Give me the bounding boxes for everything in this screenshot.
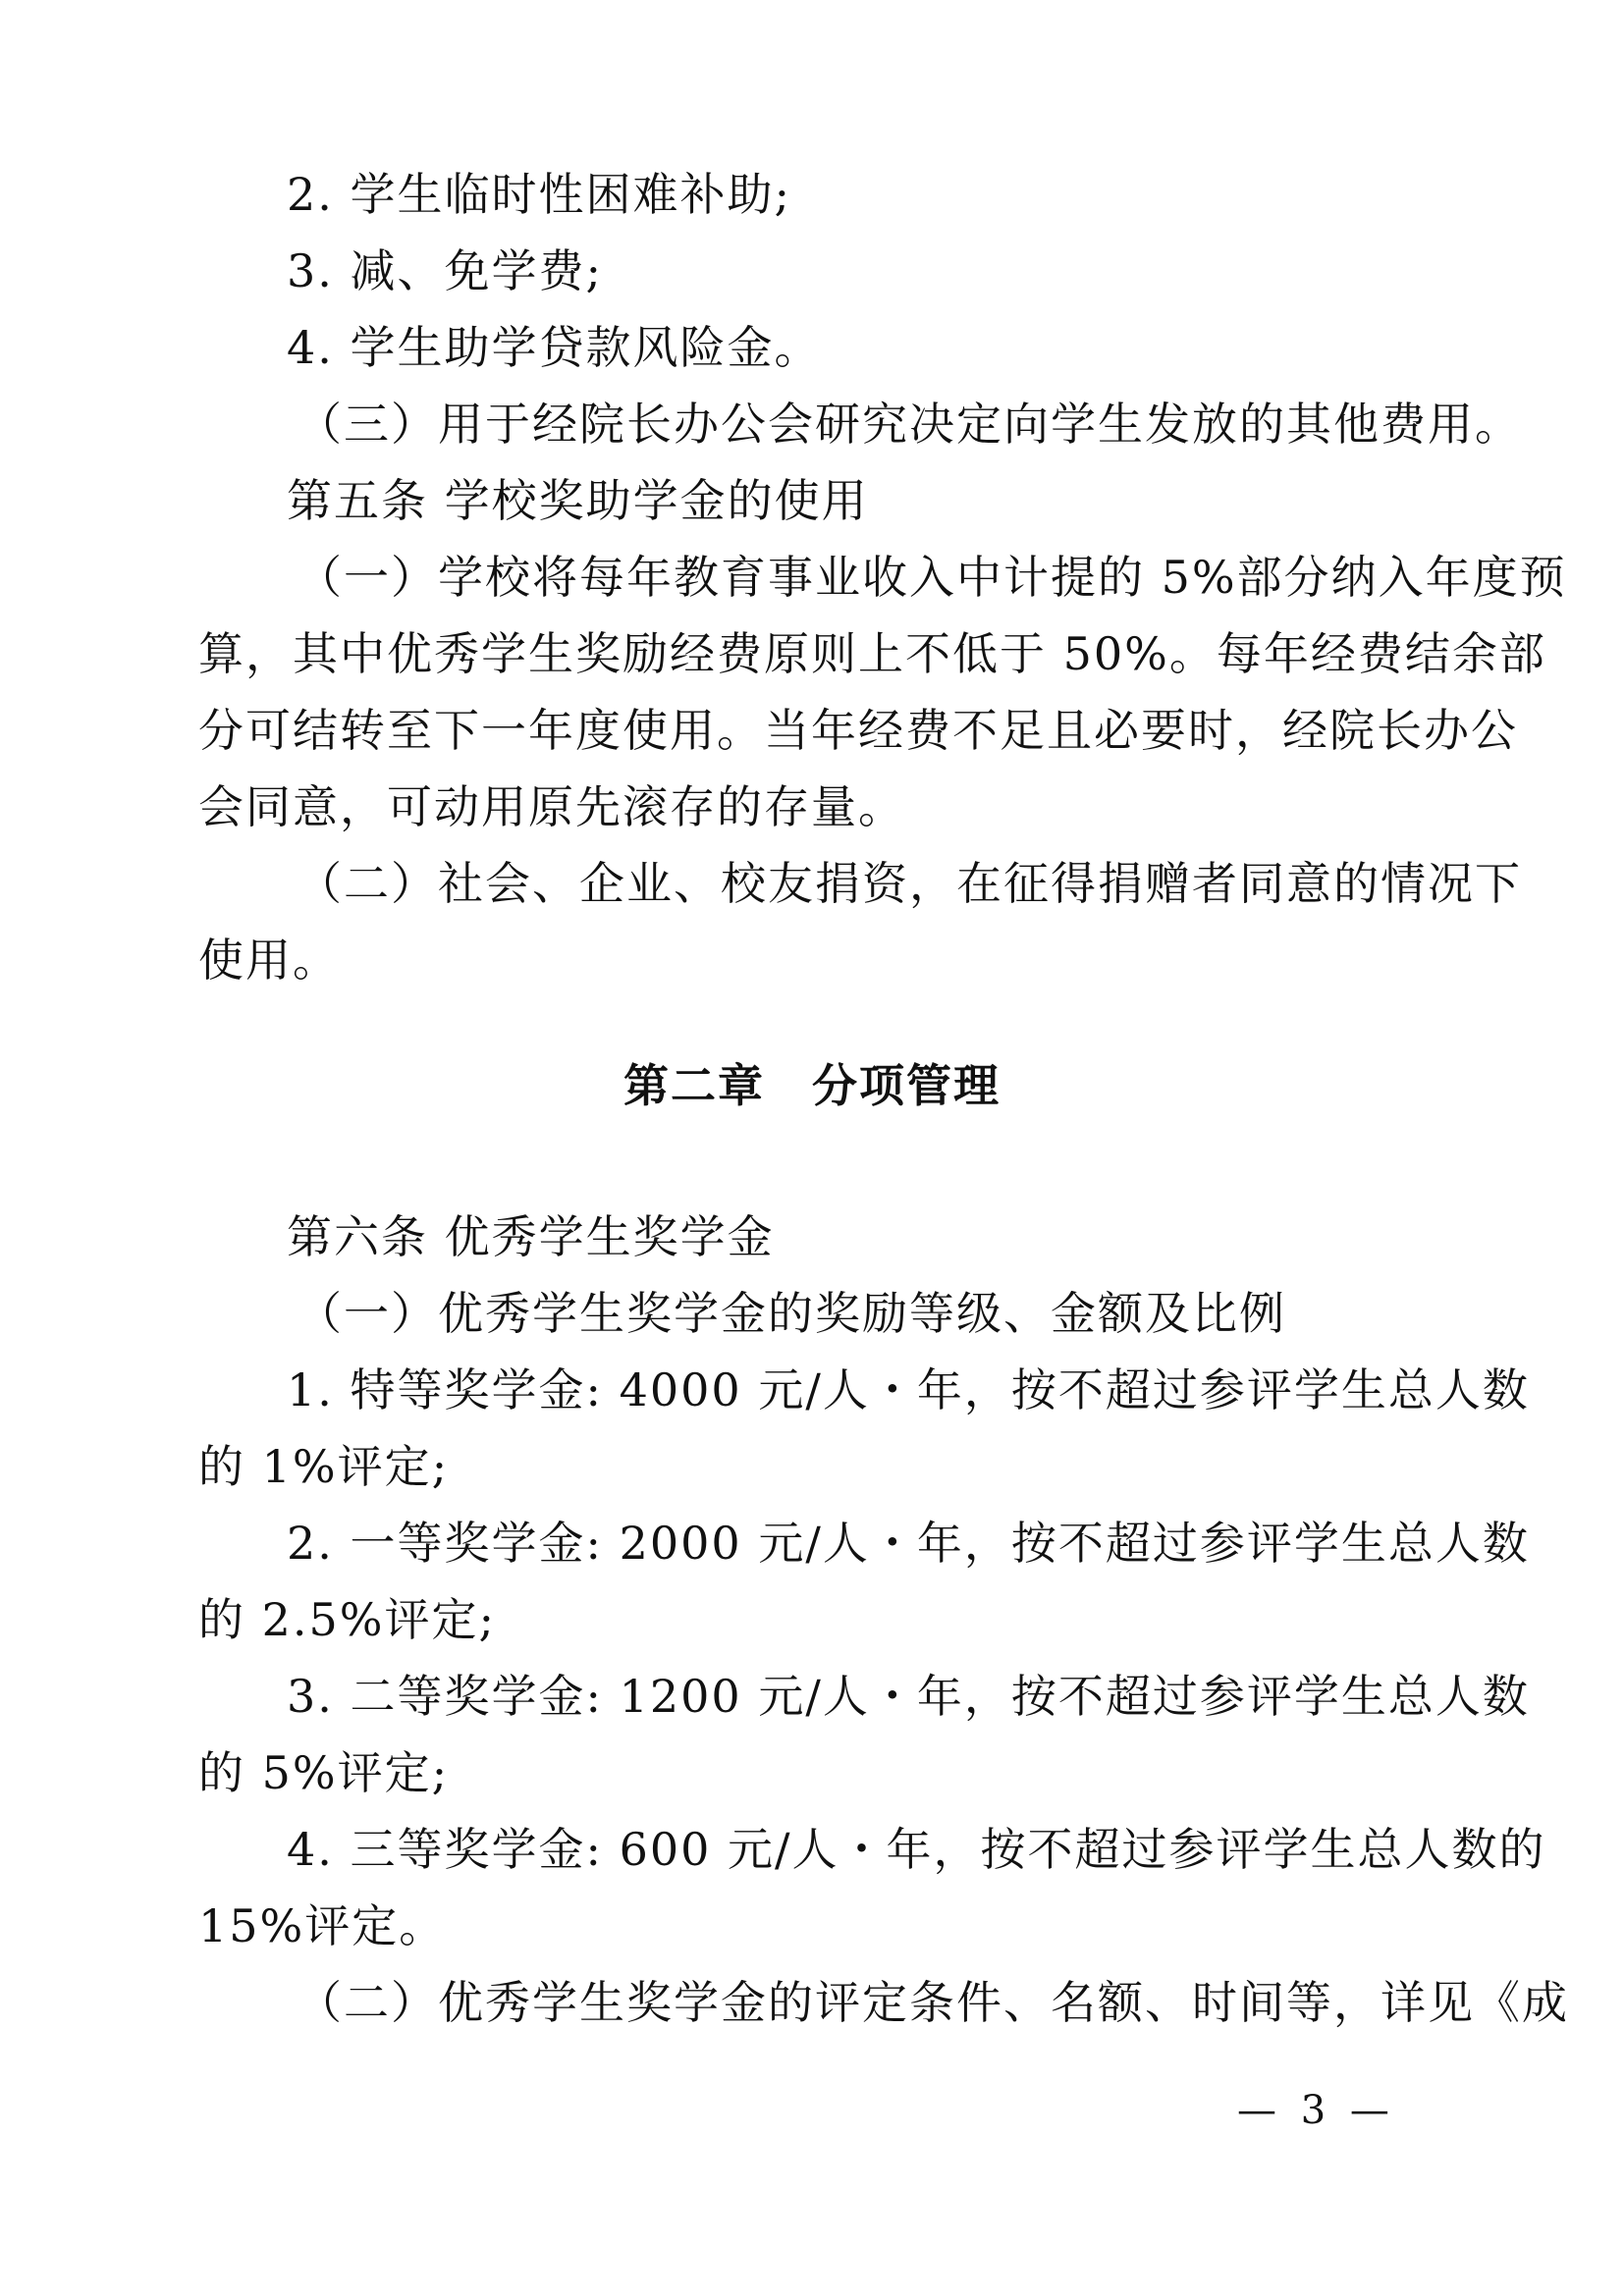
- list-item-3: 3. 减、免学费;: [287, 244, 604, 297]
- paragraph-line: （二）社会、企业、校友捐资，在征得捐赠者同意的情况下: [297, 857, 1522, 910]
- award-line: 的 2.5%评定;: [198, 1593, 496, 1646]
- award-line: 的 1%评定;: [198, 1440, 450, 1493]
- chapter-title: 第二章 分项管理: [623, 1059, 1001, 1112]
- award-line: 15%评定。: [198, 1899, 447, 1952]
- award-line: 2. 一等奖学金: 2000 元/人・年，按不超过参评学生总人数: [287, 1517, 1530, 1570]
- page-number: — 3 —: [1237, 2088, 1395, 2133]
- list-item-2: 2. 学生临时性困难补助;: [287, 168, 792, 221]
- list-item-4: 4. 学生助学贷款风险金。: [287, 321, 822, 374]
- paragraph-line: 分可结转至下一年度使用。当年经费不足且必要时，经院长办公: [198, 704, 1518, 757]
- paragraph-line: 算，其中优秀学生奖励经费原则上不低于 50%。每年经费结余部: [198, 627, 1546, 680]
- award-line: 3. 二等奖学金: 1200 元/人・年，按不超过参评学生总人数: [287, 1670, 1530, 1723]
- article-five-heading: 第五条 学校奖助学金的使用: [287, 474, 869, 527]
- award-line: 4. 三等奖学金: 600 元/人・年，按不超过参评学生总人数的: [287, 1823, 1546, 1876]
- paragraph-line: 使用。: [198, 934, 340, 987]
- award-line: 1. 特等奖学金: 4000 元/人・年，按不超过参评学生总人数: [287, 1363, 1530, 1416]
- paragraph-line: （一）学校将每年教育事业收入中计提的 5%部分纳入年度预: [297, 551, 1567, 604]
- article-six-heading: 第六条 优秀学生奖学金: [287, 1210, 775, 1263]
- paragraph-line: 会同意，可动用原先滚存的存量。: [198, 780, 905, 833]
- clause-one-heading: （一）优秀学生奖学金的奖励等级、金额及比例: [297, 1287, 1286, 1340]
- clause-two-line: （二）优秀学生奖学金的评定条件、名额、时间等，详见《成: [297, 1976, 1569, 2029]
- clause-three: （三）用于经院长办公会研究决定向学生发放的其他费用。: [297, 398, 1522, 451]
- award-line: 的 5%评定;: [198, 1746, 450, 1799]
